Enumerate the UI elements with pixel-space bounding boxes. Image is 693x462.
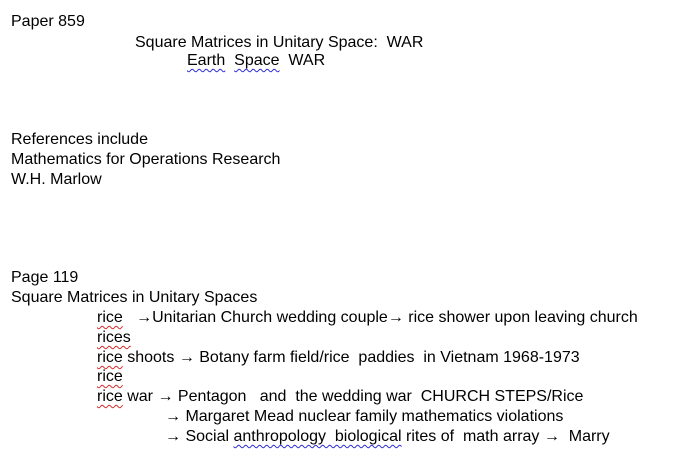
paper-title: Square Matrices in Unitary Space: WAR: [135, 34, 424, 51]
paper-number: Paper 859: [11, 13, 85, 30]
reference-author: W.H. Marlow: [11, 171, 102, 188]
section-title: Square Matrices in Unitary Spaces: [11, 289, 258, 306]
note-anthropology: anthropology biological: [233, 428, 402, 445]
note-line-6: → Margaret Mead nuclear family mathematics violations: [165, 408, 564, 425]
references-heading: References include: [11, 131, 148, 148]
note-word-rice: rice: [97, 368, 123, 385]
note-line-5: [97, 387, 583, 407]
subtitle-war: WAR: [288, 52, 326, 69]
note-line-1: [97, 308, 638, 328]
note-line-7: [165, 427, 610, 447]
page-reference: Page 119: [11, 269, 79, 286]
note-line-3: [97, 348, 580, 368]
subtitle-space: Space: [234, 52, 280, 69]
reference-book: Mathematics for Operations Research: [11, 151, 281, 168]
note-line-4: [97, 367, 123, 387]
note-word-rice: rice: [97, 309, 123, 326]
note-text: →Unitarian Church wedding couple→ rice shower upon leaving church: [136, 309, 638, 326]
paper-subtitle: [187, 51, 325, 71]
note-word-rice: rice: [97, 388, 123, 405]
note-line-2: [97, 328, 131, 348]
note-text: shoots → Botany farm field/rice paddies in Vietnam 1968-1973: [122, 349, 580, 366]
subtitle-earth: Earth: [187, 52, 226, 69]
note-word-rice: rice: [97, 349, 123, 366]
note-text: rites of math array → Marry: [401, 428, 610, 445]
note-text: war → Pentagon and the wedding war CHURCH STEPS/Rice: [122, 388, 584, 405]
note-text: → Social: [165, 428, 234, 445]
note-word-rices: rices: [97, 329, 131, 346]
